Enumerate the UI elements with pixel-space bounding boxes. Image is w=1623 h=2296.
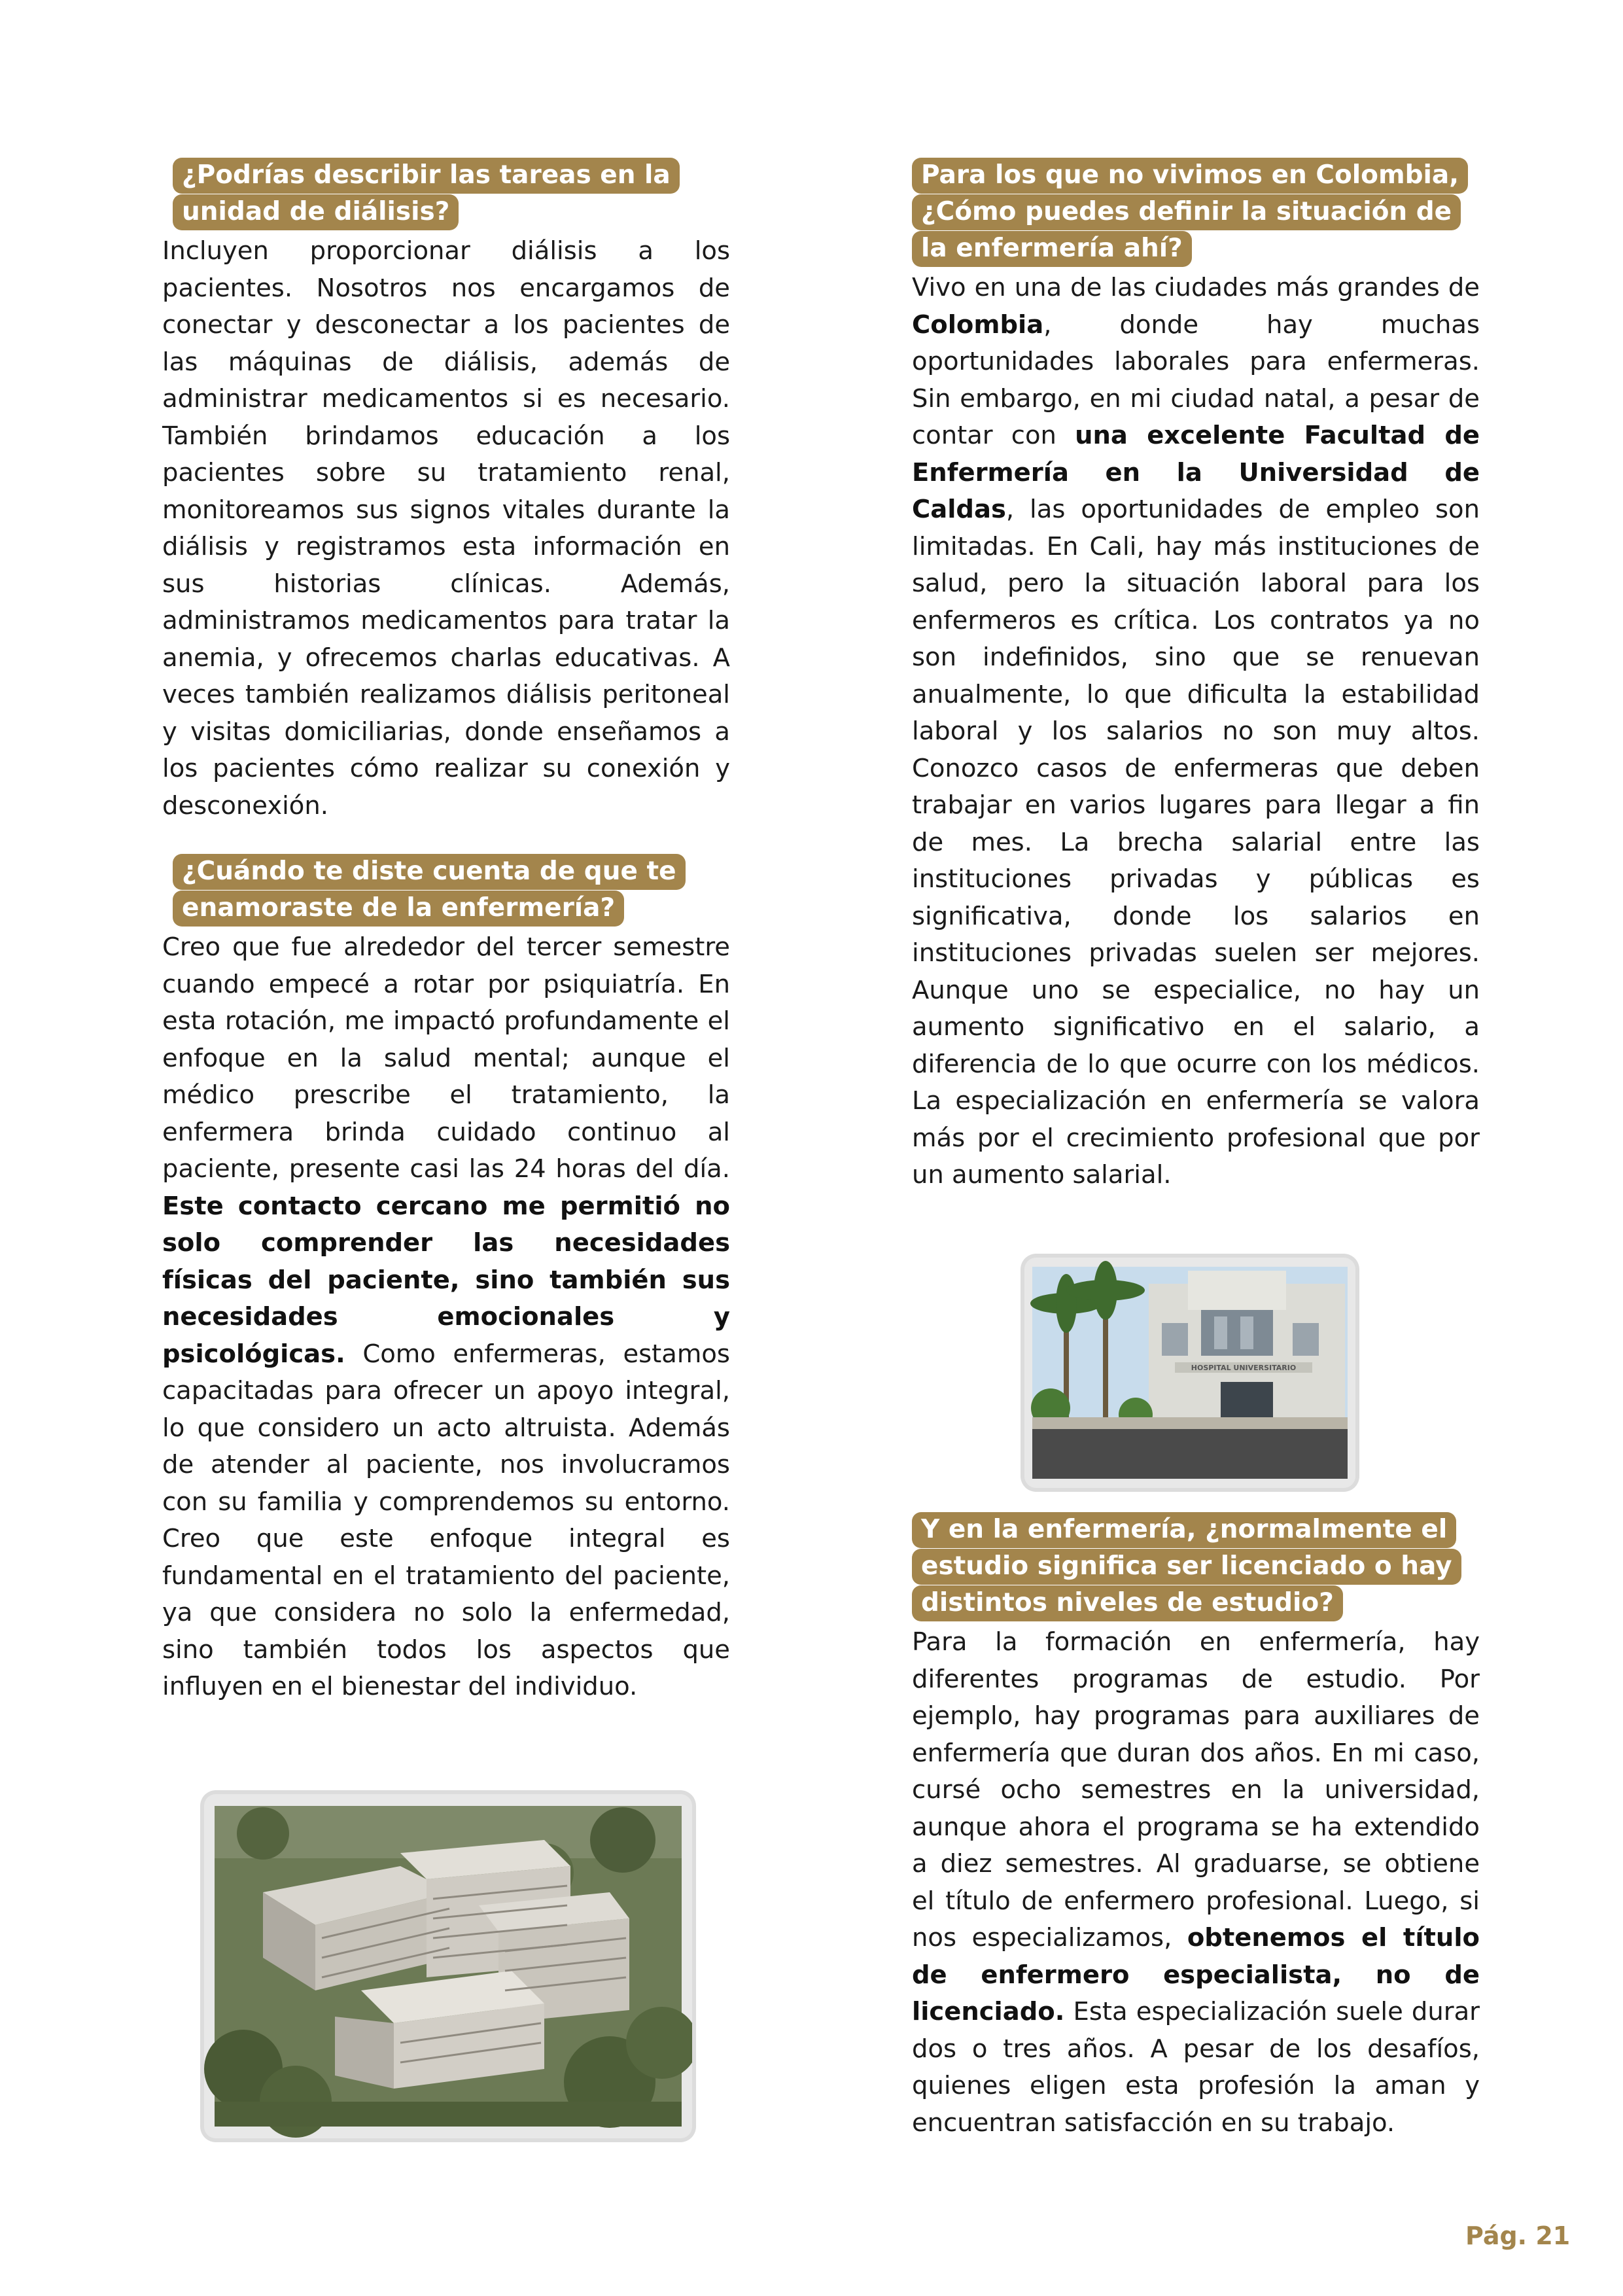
answer-study-levels: [912, 1624, 1480, 2142]
answer-bold: obtenemos el título de enfermero especialista, no de licenciado.: [912, 1923, 1480, 2026]
answer-love-nursing: [162, 929, 730, 1706]
answer-text: Para la formación en enfermería, hay diferentes programas de estudio. Por ejemplo, hay programas para auxiliares de enfermería que duran dos años. En mi caso, cursé ocho semestres en la universidad, aunque ahora el programa se ha extendido a diez semestres. Al graduarse, se obtiene el título de enfermero profesional. Luego, si nos especializamos,: [912, 1627, 1480, 1952]
right-column: [912, 157, 1480, 1194]
building-sign: HOSPITAL UNIVERSITARIO: [1191, 1364, 1297, 1372]
answer-bold: una excelente Facultad de Enfermería en la Universidad de Caldas: [912, 421, 1480, 524]
answer-dialysis: Incluyen proporcionar diálisis a los pacientes. Nosotros nos encargamos de conectar y desconectar a los pacientes de las máquinas de diálisis, además de administrar medicamentos si es necesario. También brindamos educación a los pacientes sobre su tratamiento renal, monitoreamos sus signos vitales durante la diálisis y registramos esta información en sus historias clínicas. Además, administramos medicamentos para tratar la anemia, y ofrecemos charlas educativas. A veces también realizamos diálisis peritoneal y visitas domiciliarias, donde enseñamos a los pacientes cómo realizar su conexión y desconexión.: [162, 236, 730, 821]
answer-colombia: [912, 270, 1480, 1194]
hospital-entrance-photo: [1024, 1258, 1355, 1488]
answer-text: Como enfermeras, estamos capacitadas para ofrecer un apoyo integral, lo que considero un acto altruista. Además de atender al paciente, nos involucramos con su familia y comprendemos su entorno. Creo que este enfoque integral es fundamental en el tratamiento del paciente, ya que considera no solo la enfermedad, sino también todos los aspectos que influyen en el bienestar del individuo.: [162, 1339, 730, 1701]
question-study-levels: Y en la enfermería, ¿normalmente el estudio significa ser licenciado o hay distintos niveles de estudio?: [912, 1512, 1461, 1621]
aerial-hospital-photo: [204, 1794, 692, 2138]
question-love-nursing: ¿Cuándo te diste cuenta de que te enamoraste de la enfermería?: [173, 854, 686, 927]
question-heading: [173, 157, 730, 230]
page-number: Pág. 21: [1465, 2221, 1571, 2250]
answer-text: , donde hay muchas oportunidades laborales para enfermeras. Sin embargo, en mi ciudad natal, a pesar de contar con: [912, 309, 1480, 450]
answer-text: Esta especialización suele durar dos o tres años. A pesar de los desafíos, quienes eligen esta profesión la aman y encuentran satisfacción en su trabajo.: [912, 1997, 1480, 2138]
answer-text: Vivo en una de las ciudades más grandes de: [912, 273, 1480, 302]
question-heading: [912, 1511, 1480, 1621]
question-heading: [912, 157, 1480, 267]
question-heading: [173, 853, 730, 927]
question-colombia: Para los que no vivimos en Colombia, ¿Cómo puedes definir la situación de la enfermería ahí?: [912, 158, 1468, 267]
answer-text: , las oportunidades de empleo son limitadas. En Cali, hay más instituciones de salud, pero la situación laboral para los enfermeros es crítica. Los contratos ya no son indefinidos, sino que se renuevan anualmente, lo que dificulta la estabilidad laboral y los salarios no son muy altos. Conozco casos de enfermeras que deben trabajar en varios lugares para llegar a fin de mes. La brecha salarial entre las instituciones privadas y públicas es significativa, donde los salarios en instituciones privadas suelen ser mejores. Aunque uno se especialice, no hay un aumento significativo en el salario, a diferencia de lo que ocurre con los médicos. La especialización en enfermería se valora más por el crecimiento profesional que por un aumento salarial.: [912, 495, 1480, 1190]
right-column-bottom: [912, 1511, 1480, 2142]
left-column: [162, 157, 730, 1706]
answer-bold: Colombia: [912, 309, 1044, 340]
answer-bold: Este contacto cercano me permitió no solo comprender las necesidades físicas del paciente, sino también sus necesidades emocionales y psicológicas.: [162, 1191, 730, 1369]
answer-text: Creo que fue alrededor del tercer semestre cuando empecé a rotar por psiquiatría. En esta rotación, me impactó profundamente el enfoque en la salud mental; aunque el médico prescribe el tratamiento, la enfermera brinda cuidado continuo al paciente, presente casi las 24 horas del día.: [162, 932, 730, 1184]
question-dialysis: ¿Podrías describir las tareas en la unidad de diálisis?: [173, 158, 680, 230]
